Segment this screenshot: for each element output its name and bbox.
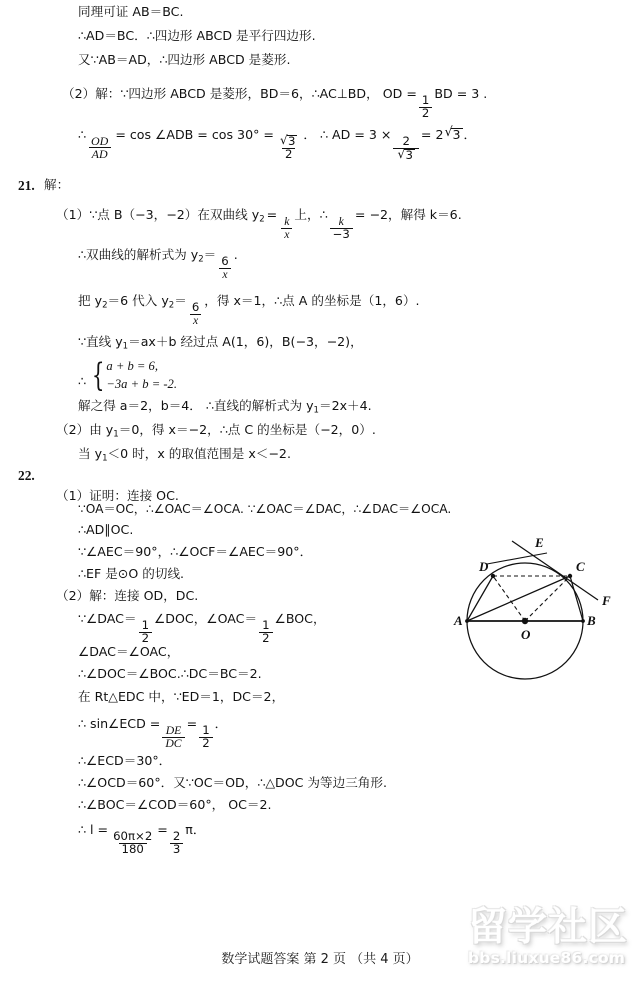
p21-hyperbola-line: ∴双曲线的解析式为 $y_2=$ $\frac{6}{x}$ . [78, 247, 238, 282]
sqrt-3-result: √ 3 [444, 128, 462, 142]
point-B-dot [581, 619, 585, 623]
p22-doc-boc-line: ∴∠DOC＝∠BOC.∴DC＝BC＝2. [78, 666, 262, 681]
p22-boc-cod-line: ∴∠BOC＝∠COD＝60°， OC＝2. [78, 797, 272, 812]
figure-label-A: A [454, 613, 463, 628]
segment-OC-dashed [525, 576, 570, 621]
page-footer: 数学试题答案 第 2 页 （共 4 页） [221, 952, 419, 967]
half-fraction-1: $\frac{1}{2}$ [139, 620, 152, 645]
point-O-dot [522, 618, 528, 624]
figure-label-B: B [587, 613, 596, 628]
p22-proof-line-1: ∵OA＝OC，∴∠OAC＝∠OCA. ∵∠OAC＝∠DAC，∴∠DAC＝∠OCA. [78, 502, 452, 516]
figure-label-O: O [521, 627, 531, 642]
p22-proof-line-4: ∴EF 是⊙O 的切线. [78, 566, 185, 581]
od-ad-fraction: $\frac{OD}{AD}$ [88, 135, 111, 160]
p21-part2-line1: （2）由 $y_1=0$，得 x＝−2，∴点 C 的坐标是（−2，0）. [56, 422, 376, 440]
p22-part1-label: （1）证明：连接 OC. [56, 488, 179, 503]
p22-sine-line: ∴ sin∠ECD = $\frac{DE}{DC}$ = $\frac{1}{2}$ ． [78, 716, 228, 751]
figure-label-F: F [602, 593, 611, 608]
one-half-fraction: $\frac{1}{2}$ [199, 725, 212, 750]
arc-formula-fraction: $\frac{60\pi\times 2}{180}$ [113, 829, 153, 857]
p22-ocd-60-line: ∴∠OCD＝60°．又∵OC＝OD，∴△DOC 为等边三角形. [78, 775, 387, 790]
p22-arc-length-line: ∴ l = $\frac{60\pi\times 2}{180}$ = $\frac{2}{3}$ π． [78, 822, 206, 857]
problem-22-number: 22. [18, 468, 35, 483]
p22-proof-line-3: ∵∠AEC＝90°，∴∠OCF＝∠AEC＝90°． [78, 544, 313, 559]
equation-2: −3a + b = -2. [106, 376, 177, 391]
root3-over-2-fraction: √ $\frac{3}{2}$ [276, 135, 301, 161]
p21-system-of-equations: ∴ { a + b = 6, −3a + b = -2. [78, 356, 177, 395]
k-over-minus3-fraction: $\frac{k}{-3}$ [330, 216, 353, 241]
segment-OD-dashed [493, 576, 525, 621]
figure-label-D: D [479, 559, 489, 574]
half-fraction-2: $\frac{1}{2}$ [259, 620, 272, 645]
p22-equal-angles-line: ∠DAC＝∠OAC， [78, 644, 180, 659]
p22-ecd-30-line: ∴∠ECD＝30°． [78, 753, 172, 768]
p22-part2-label: （2）解：连接 OD，DC. [56, 588, 199, 603]
two-thirds-fraction: $\frac{2}{3}$ [170, 831, 183, 856]
p22-right-triangle-line: 在 Rt△EDC 中，∵ED＝1，DC＝2， [78, 689, 285, 704]
figure-label-E: E [535, 535, 544, 550]
watermark-url: bbs.liuxue86.com [468, 949, 626, 967]
six-over-x-fraction: $\frac{6}{x}$ [221, 254, 229, 282]
p21-part1-line1: （1）∵点 B（−3，−2）在双曲线 $y_2$ = $\frac{k}{x}$ 上，∴ $\frac{k}{-3}$ = −2，解得 k＝6. [56, 207, 462, 242]
od-half-fraction: $\frac{1}{2}$ [419, 95, 432, 120]
point-D-dot [491, 574, 495, 578]
segment-AC [467, 576, 570, 621]
k-over-x-fraction: $\frac{k}{x}$ [281, 216, 292, 241]
p20-line-2: ∴AD＝BC．∴四边形 ABCD 是平行四边形. [78, 28, 316, 43]
six-over-x-fraction-2: $\frac{6}{x}$ [191, 300, 200, 328]
equation-brace-group [88, 358, 177, 394]
site-watermark [468, 905, 636, 986]
p21-solution-line: 解之得 a＝2，b＝4． ∴直线的解析式为 $y_1=2x+4$. [78, 398, 372, 416]
problem-21-number: 21. [18, 178, 35, 193]
point-C-dot [568, 574, 572, 578]
point-A-dot [465, 619, 469, 623]
equation-1: a + b = 6, [106, 359, 159, 373]
p20-cos-line: ∴ $\frac{OD}{AD}$ = cos ∠ADB = cos 30° = √ $\frac{3}{2}$ ． ∴ AD = 3 × 2 √ 3 = 2 √ 3 ． [78, 128, 476, 162]
two-over-root3-fraction: 2 √ 3 [393, 136, 418, 162]
left-brace: { [91, 356, 105, 395]
sqrt-3-denominator: √ 3 [397, 149, 414, 162]
p22-proof-line-2: ∴AD∥OC. [78, 522, 134, 537]
p21-substitute-line: 把 $y_2=6$ 代入 $y_2=$ $\frac{6}{x}$ ，得 x＝1，∴点 A 的坐标是（1，6）. [78, 293, 420, 328]
p21-line-through-points: ∵直线 $y_1=ax+b$ 经过点 A(1，6)，B(−3，−2)， [78, 334, 363, 352]
p20-line-3: 又∵AB＝AD，∴四边形 ABCD 是菱形. [78, 52, 291, 67]
figure-label-C: C [576, 559, 585, 574]
problem-22-geometry-figure [430, 528, 630, 683]
p22-angle-half-line: ∵∠DAC＝ $\frac{1}{2}$ ∠DOC，∠OAC＝ $\frac{1}{2}$ ∠BOC， [78, 611, 326, 646]
problem-21-head: 解： [44, 177, 70, 192]
sqrt-3: √ 3 [280, 135, 297, 148]
p20-line-1: 同理可证 AB＝BC. [78, 4, 184, 19]
p21-part2-line2: 当 $y_1<0$ 时，x 的取值范围是 x＜−2. [78, 446, 291, 464]
de-over-dc-fraction: $\frac{DE}{DC}$ [162, 725, 184, 750]
p20-part2: （2）解：∵四边形 ABCD 是菱形，BD＝6，∴AC⊥BD， OD = $\frac{1}{2}$ BD = 3 . [62, 86, 488, 121]
watermark-brand: 留学社区 [468, 905, 629, 950]
